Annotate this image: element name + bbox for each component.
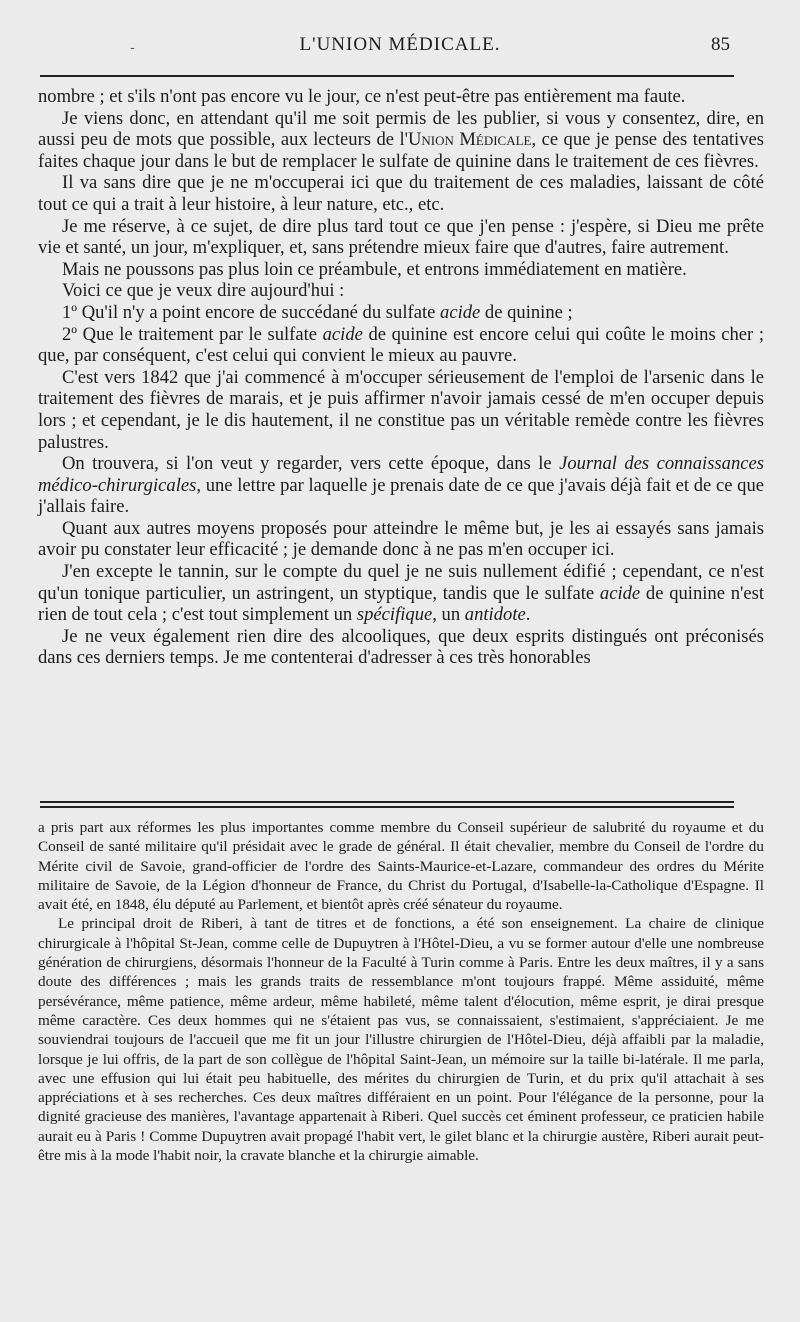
paragraph: Mais ne poussons pas plus loin ce préambule, et entrons immédiatement en matière. [62, 258, 687, 280]
italic-term: acide [322, 323, 363, 345]
main-text [38, 86, 764, 669]
running-title: L'UNION MÉDICALE. [299, 34, 501, 55]
text-span: Je viens donc, en attendant qu'il me soit permis de les publier, si vous y consentez, dire, en aussi peu de mots que possible, aux lecteurs de l' [38, 107, 764, 151]
paragraph: nombre ; et s'ils n'ont pas encore vu le jour, ce n'est peut-être pas entièrement ma faute. [38, 86, 686, 107]
text-span: de quinine ; [480, 301, 573, 323]
paragraph: Quant aux autres moyens proposés pour atteindre le même but, je les ai essayés sans jamais avoir pu constater leur efficacité ; je demande donc à ne pas m'en occuper ici. [38, 517, 764, 561]
paragraph: Il va sans dire que je ne m'occuperai ici que du traitement de ces maladies, laissant de côté tout ce qui a trait à leur histoire, à leur nature, etc., etc. [38, 172, 764, 215]
paragraph: Je ne veux également rien dire des alcooliques, que deux esprits distingués ont préconisés dans ces derniers temps. Je me contenterai d'adresser à ces très honorables [38, 625, 764, 669]
footnote-paragraph: Le principal droit de Riberi, à tant de titres et de fonctions, a été son enseignement. La chaire de clinique chirurgicale à l'hôpital St-Jean, comme celle de Dupuytren à l'Hôtel-Dieu, a vu se former autour d'elle une nombreuse génération de chirurgiens, désormais l'honneur de la Faculté à Turin comme à Paris. Entre les deux maîtres, il y a sans doute des différences ; mais les grands traits de ressemblance m'ont toujours frappé. Même assiduité, même persévérance, même patience, même ardeur, même habileté, même talent d'élocution, même esprit, je dirai presque même caractère. Ces deux hommes qui ne s'étaient pas vus, se connaissaient, s'estimaient, s'appréciaient. Je me souviendrai toujours de l'accueil que me fit un jour l'illustre chirurgien de l'Hôtel-Dieu, déjà affaibli par la maladie, lorsque je lui offris, de la part de son collègue de l'hôpital Saint-Jean, un mémoire sur la taille bi-latérale. Il me parla, avec une effusion qui lui était peu habituelle, des mérites du chirurgien de Turin, et du prix qu'il attachait à ses appréciations et à ses recherches. Ces deux maîtres différaient en un point. Pour l'élégance de la personne, pour la dignité gracieuse des manières, l'avantage appartenait à Riberi. Quel succès cet éminent professeur, ce praticien habile aurait eu à Paris ! Comme Dupuytren avait propagé l'habit vert, le gilet blanc et la chirurgie austère, Riberi aurait peut-être mis à la mode l'habit noir, la cravate blanche et la chirurgie aimable. [38, 915, 764, 1165]
header-dash: - [130, 40, 135, 56]
journal-name: Union Médicale [407, 129, 532, 151]
text-span: , un [432, 604, 465, 626]
text-span: de quinine est encore celui qui coûte le moins cher ; que, par conséquent, c'est celui qui convient le mieux au pauvre. [38, 323, 764, 367]
list-item [38, 302, 764, 324]
page-number: 85 [711, 34, 730, 55]
text-span: 1º Qu'il n'y a point encore de succédané du sulfate [62, 301, 441, 323]
text-span: de quinine n'est rien de tout cela ; c'est tout simplement un [38, 582, 764, 626]
text-span: On trouvera, si l'on veut y regarder, vers cette époque, dans le [62, 453, 560, 475]
text-span: , ce que je pense des tentatives faites chaque jour dans le but de remplacer le sulfate de quinine dans le traitement de ces fièvres. [38, 129, 764, 172]
italic-term: antidote [464, 604, 526, 626]
paragraph: C'est vers 1842 que j'ai commencé à m'occuper sérieusement de l'emploi de l'arsenic dans le traitement des fièvres de marais, et je puis affirmer n'avoir jamais cessé de m'en occuper depuis lors ; et cependant, je le dis hautement, il ne constitue pas un véritable remède contre les fièvres palustres. [38, 366, 764, 453]
footnote-rule [40, 806, 734, 808]
footnote-paragraph: a pris part aux réformes les plus importantes comme membre du Conseil supérieur de salubrité du royaume et du Conseil de santé militaire qu'il présidait avec le grade de général. Il était chevalier, membre du Conseil de l'ordre du Mérite civil de Savoie, grand-officier de l'ordre des Saints-Maurice-et-Lazare, commandeur des ordres du Mérite militaire de Savoie, de la Légion d'honneur de France, du Christ du Portugal, d'Isabelle-la-Catholique d'Espagne. Il avait été, en 1848, élu député au Parlement, et bientôt après créé sénateur du royaume. [38, 819, 764, 914]
italic-term: acide [440, 301, 481, 323]
paragraph [38, 108, 764, 173]
paragraph: Je me réserve, à ce sujet, de dire plus tard tout ce que j'en pense : j'espère, si Dieu me prête vie et santé, un jour, m'expliquer, et, sans prétendre mieux faire que d'autres, faire autrement. [38, 215, 764, 259]
list-item [38, 324, 764, 367]
header-rule [40, 75, 734, 77]
journal-title: Journal des connaissances médico-chirurgicales [38, 453, 765, 496]
paragraph [38, 453, 764, 518]
text-span: , une lettre par laquelle je prenais date de ce que j'avais déjà fait et de ce que j'allais faire. [38, 474, 764, 518]
italic-term: spécifique [356, 604, 433, 626]
footnote-rule [40, 801, 734, 803]
italic-term: acide [599, 582, 641, 604]
text-span: J'en excepte le tannin, sur le compte du quel je ne suis nullement édifié ; cependant, ce n'est qu'un tonique particulier, un astringent, un styptique, tandis que le sulfate [38, 561, 764, 604]
text-span: 2º Que le traitement par le sulfate [62, 323, 323, 345]
text-span: . [525, 604, 531, 626]
footnote [38, 818, 764, 1165]
paragraph: Voici ce que je veux dire aujourd'hui : [62, 280, 345, 302]
paragraph [38, 561, 764, 626]
